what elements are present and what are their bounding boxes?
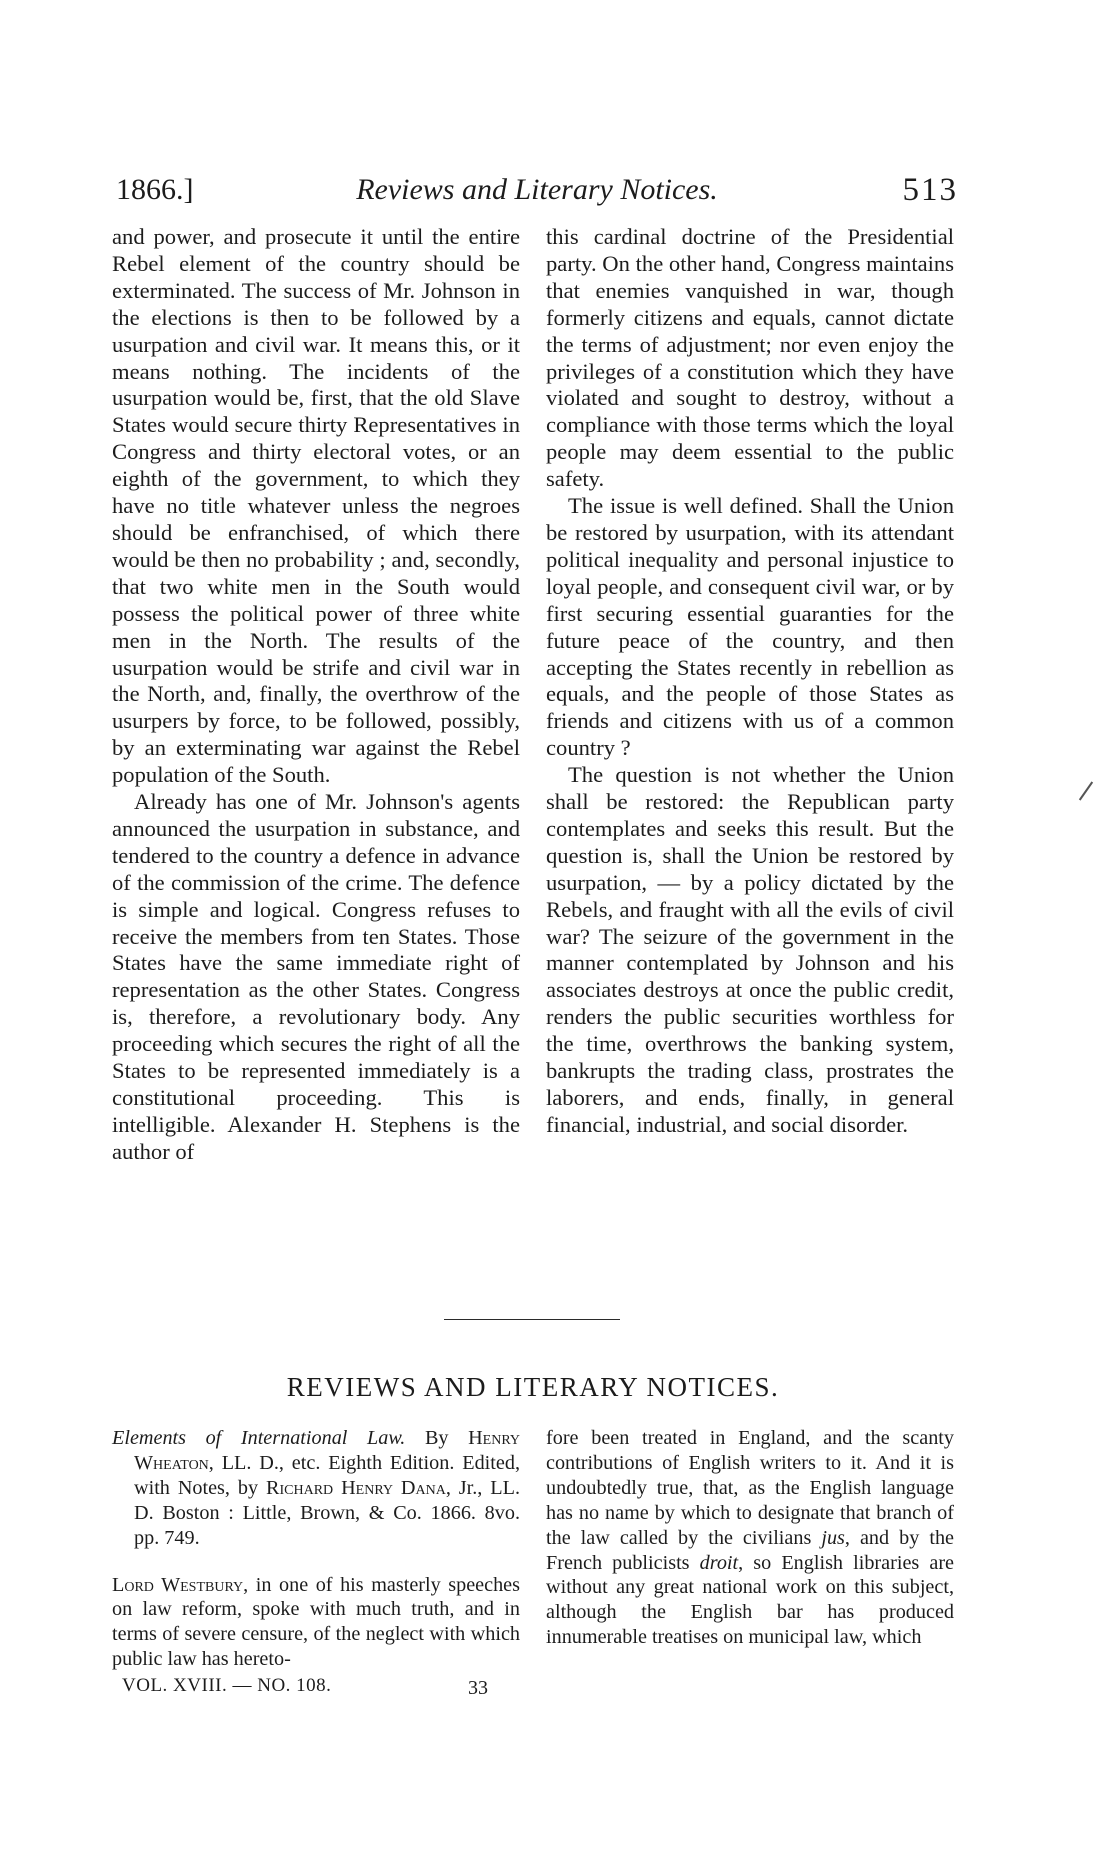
review-right-column [546,1426,954,1650]
review-paragraph-start [112,1573,520,1673]
citation-by: By [424,1427,449,1449]
review-lead-name: Lord Westbury [112,1573,244,1596]
left-column [112,224,520,1166]
term-droit: droit [699,1551,739,1574]
volume-number: VOL. XVIII. — NO. 108. [122,1675,332,1696]
left-paragraph-1: and power, and prosecute it until the entire Rebel element of the country should be exterminated. The success of Mr. Johnson in the elections is then to be followed by a usurpation and civil war. It means this, or it means nothing. The incidents of the usurpation would be, first, that the old Slave States would secure thirty Representatives in Congress and thirty electoral votes, or an eighth of the government, to which they have no title whatever unless the negroes should be enfranchised, of which there would be then no probability ; and, secondly, that two white men in the South would possess the political power of three white men in the North. The results of the usurpation would be strife and civil war in the North, and, finally, the overthrow of the usurpers by force, to be followed, possibly, by an exterminating war against the Rebel population of the South. [112,224,520,788]
review-left-column [112,1426,520,1672]
right-paragraph-2: The issue is well defined. Shall the Union be restored by usurpation, with its attendant political inequality and personal injustice to loyal people, and consequent civil war, or by first securing essential guaranties for the future peace of the country, and then accepting the States recently in rebellion as equals, and the people of those States as friends and citizens with us of a common country ? [546,493,954,761]
left-paragraph-2: Already has one of Mr. Johnson's agents announced the usurpation in substance, and tendered to the country a defence in advance of the commission of the crime. The defence is simple and logical. Congress refuses to receive the members from ten States. Those States have the same immediate right of representation as the other States. Congress is, therefore, a revolutionary body. Any proceeding which secures the right of all the States to be represented immediately is a constitutional proceeding. This is intelligible. Alexander H. Stephens is the author of [112,789,520,1164]
right-paragraph-3: The question is not whether the Union shall be restored: the Republican party contemplates and seeks this result. But the question is, shall the Union be restored by usurpation, — by a policy dictated by the Rebels, and fraught with all the evils of civil war? The seizure of the government in the manner contemplated by Johnson and his associates destroys at once the public credit, renders the public securities worthless for the time, overthrows the banking system, bankrupts the trading class, prostrates the laborers, and ends, finally, in general financial, industrial, and social disorder. [546,762,954,1137]
book-citation [112,1426,520,1551]
review-body-right-2: , and by the French publicists [546,1526,954,1574]
running-head [116,168,958,212]
citation-author: Henry Wheaton [134,1427,521,1474]
book-title: Elements of International Law. [112,1427,406,1449]
section-divider [444,1319,620,1320]
right-column [546,224,954,1139]
citation-author-quals: , LL. D., etc. Eighth Edition. Edited, with Notes, by [134,1451,520,1499]
review-body-right-1: fore been treated in England, and the scanty contributions of English writers to it. And it is undoubtedly true, that, as the English language has no name by which to designate that branch of the law called by the civilians [546,1427,954,1549]
running-head-title: Reviews and Literary Notices. [356,173,718,206]
review-body-right-3: , so English libraries are without any great national work on this subject, although the English bar has produced innumerable treatises on municipal law, which [546,1551,954,1649]
review-body-left: , in one of his masterly speeches on law reform, spoke with much truth, and in terms of severe censure, of the neglect with which public law has hereto- [112,1573,521,1671]
review-paragraph-continued [546,1426,954,1650]
running-head-year: 1866.] [116,173,194,206]
margin-mark [1079,781,1093,800]
page-number: 513 [902,172,958,208]
signature-mark: 33 [468,1677,488,1699]
section-heading: REVIEWS AND LITERARY NOTICES. [286,1372,780,1402]
citation-editor-quals: , Jr., LL. D. Boston : Little, Brown, & Co. 1866. 8vo. pp. 749. [134,1476,520,1549]
term-jus: jus [821,1526,845,1549]
right-paragraph-1: this cardinal doctrine of the Presidential party. On the other hand, Congress maintains that enemies vanquished in war, though formerly citizens and equals, cannot dictate the terms of adjustment; nor even enjoy the privileges of a constitution which they have violated and sought to destroy, without a compliance with those terms which the loyal people may deem essential to the public safety. [546,224,954,492]
signature-line [112,1672,520,1700]
citation-editor: Richard Henry Dana [266,1476,446,1499]
